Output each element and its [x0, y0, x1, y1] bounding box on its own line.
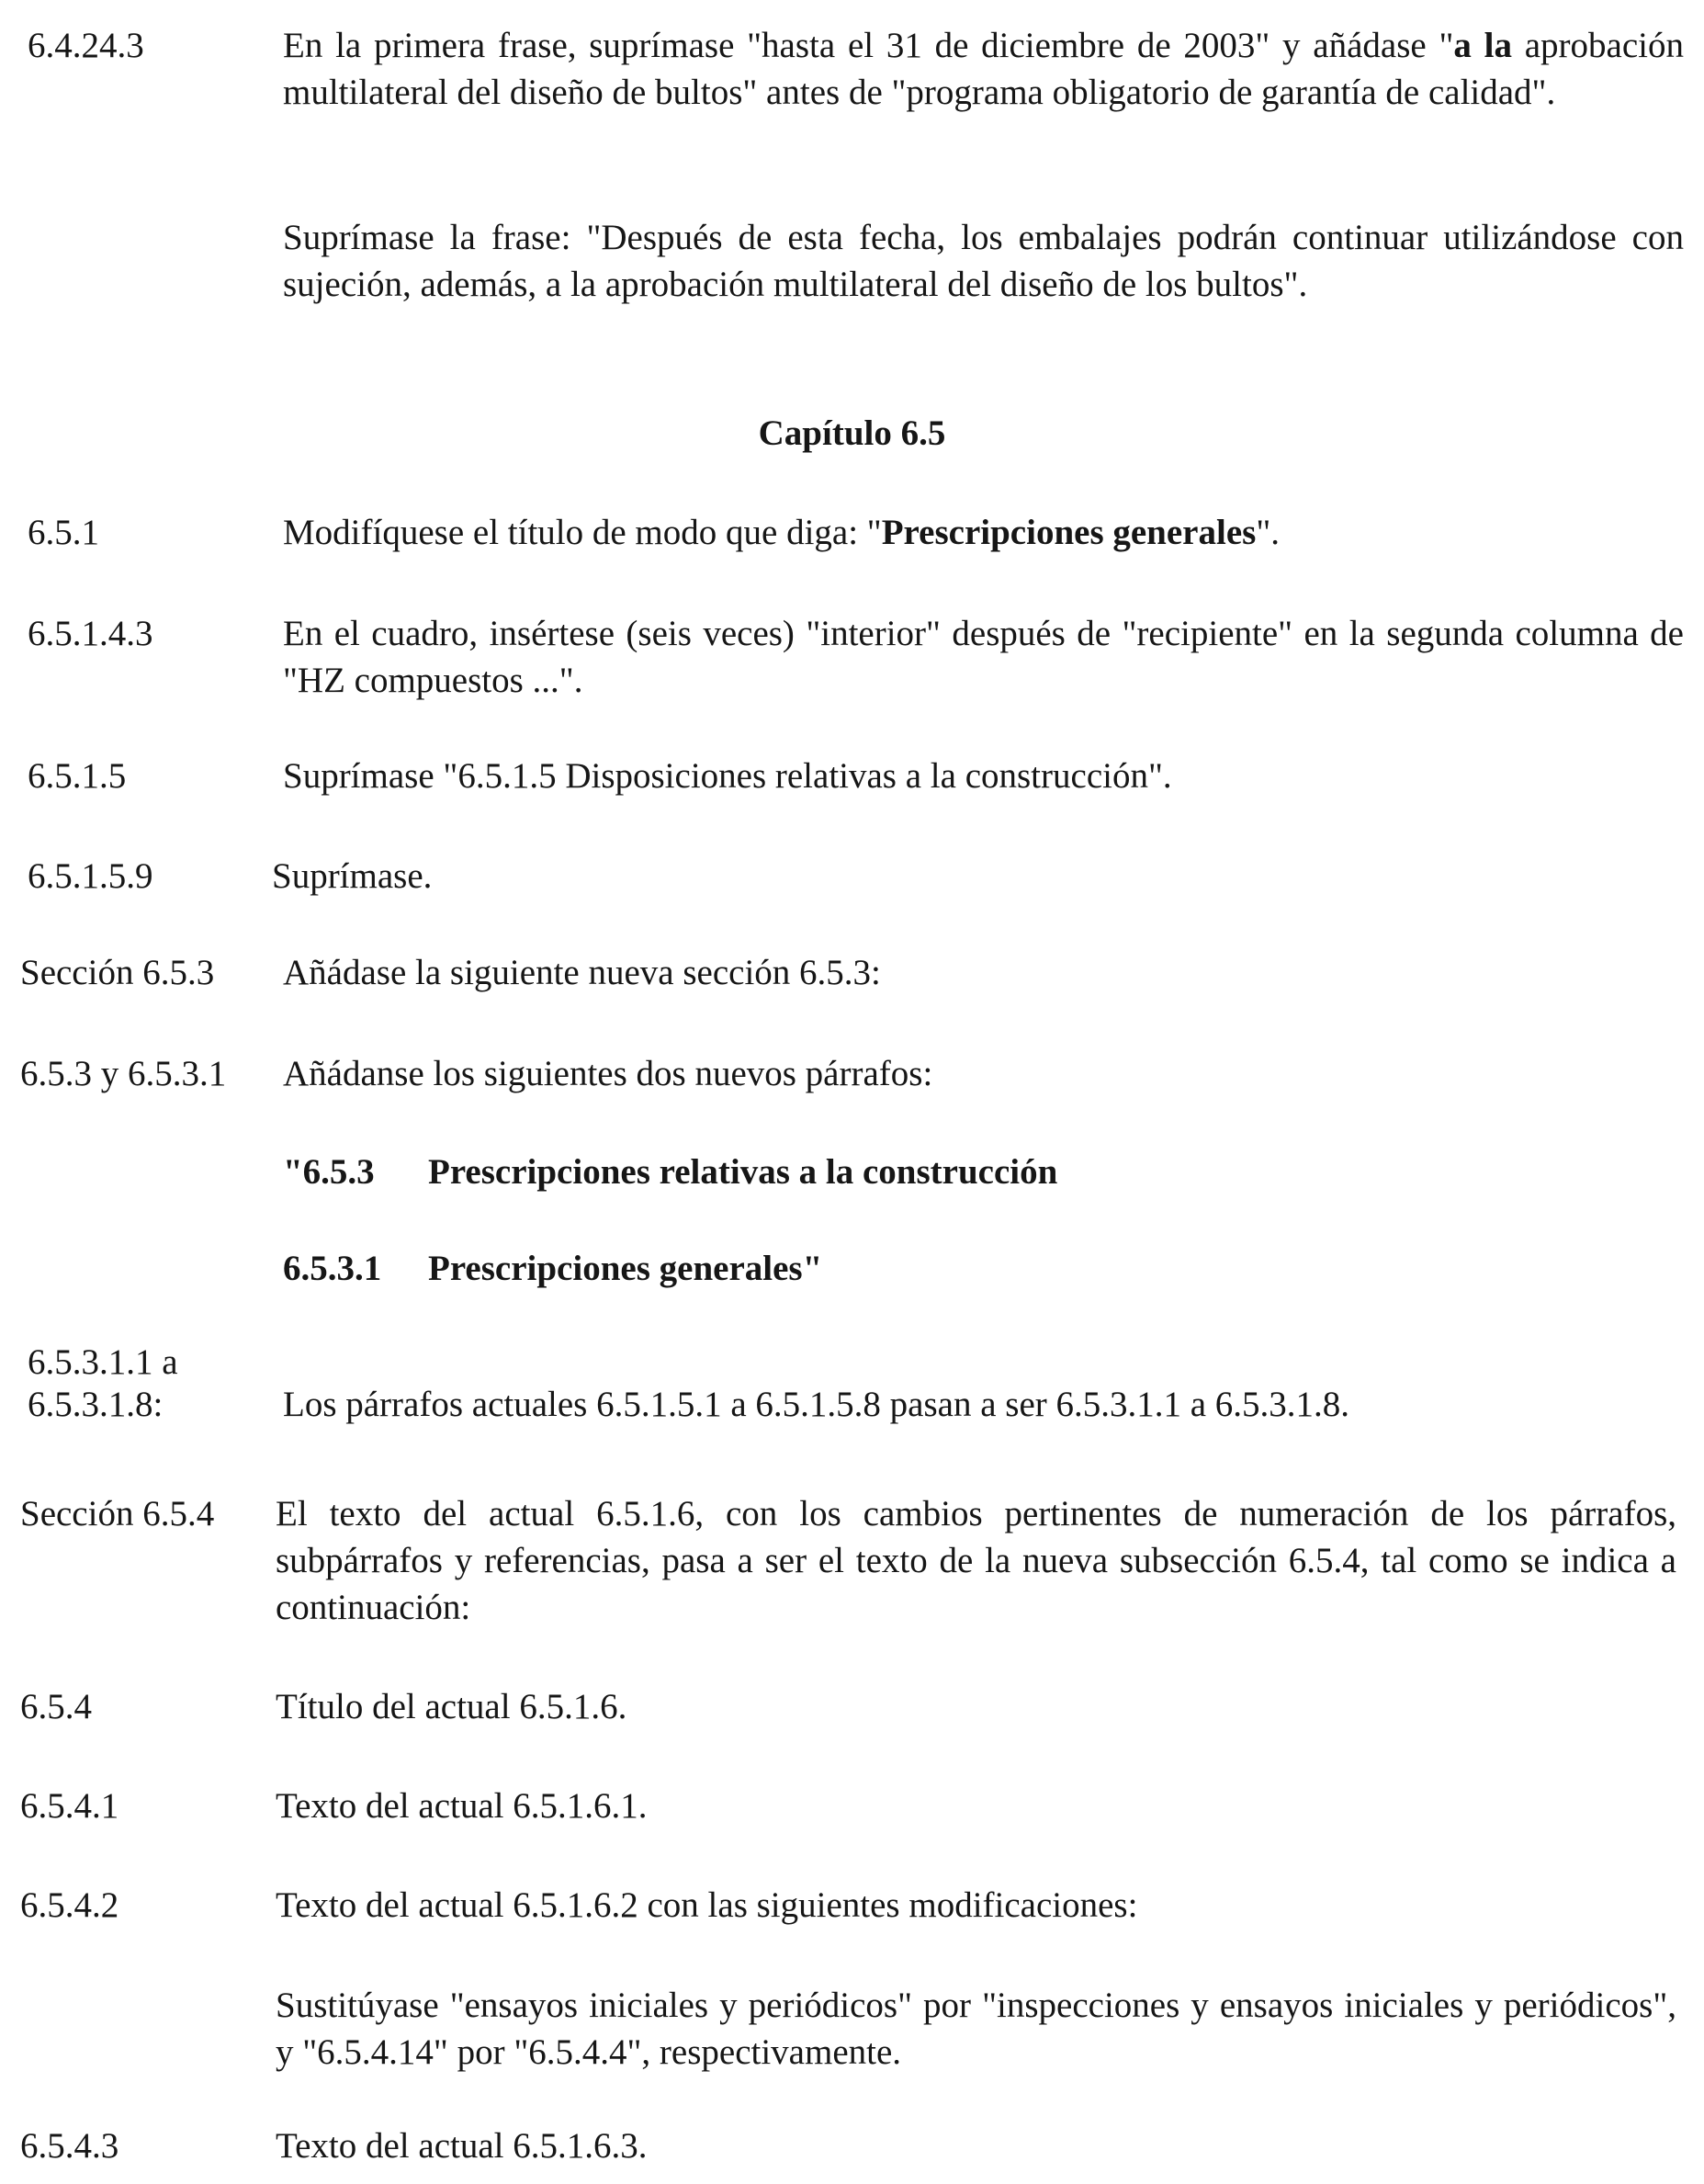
chapter-heading: Capítulo 6.5 [758, 413, 946, 453]
paragraph-text: Suprímase. [272, 856, 433, 896]
paragraph-text: Texto del actual 6.5.1.6.1. [276, 1786, 648, 1826]
paragraph-number: 6.5.1.4.3 [28, 614, 153, 653]
quoted-subheading-6-5-3 [283, 1149, 1057, 1195]
paragraph-number: 6.5.1.5.9 [28, 856, 153, 896]
paragraph-text: Sustitúyase "ensayos iniciales y periódicos" por "inspecciones y ensayos iniciales y periódicos", y "6.5.4.14" por "6.5.4.4", respectivamente. [276, 1986, 1676, 2072]
paragraph-text: Los párrafos actuales 6.5.1.5.1 a 6.5.1.5.8 pasan a ser 6.5.3.1.1 a 6.5.3.1.8. [283, 1385, 1350, 1424]
paragraph-number: 6.5.1.5 [28, 756, 127, 796]
paragraph-number: Sección 6.5.3 [20, 953, 215, 992]
paragraph-text: En el cuadro, insértese (seis veces) "interior" después de "recipiente" en la segunda columna de "HZ compuestos ...". [283, 614, 1684, 700]
paragraph-number: 6.5.4.2 [20, 1885, 119, 1925]
paragraph-text: Título del actual 6.5.1.6. [276, 1687, 627, 1726]
paragraph-number: 6.5.4.3 [20, 2126, 119, 2166]
paragraph-text: Texto del actual 6.5.1.6.3. [276, 2126, 648, 2166]
paragraph-number: 6.4.24.3 [28, 26, 144, 65]
paragraph-text: Texto del actual 6.5.1.6.2 con las siguientes modificaciones: [276, 1885, 1138, 1925]
paragraph-number-line-1: 6.5.3.1.1 a [28, 1342, 178, 1382]
paragraph-text: Añádanse los siguientes dos nuevos párrafos: [283, 1054, 933, 1093]
paragraph-number-line-2: 6.5.3.1.8: [28, 1385, 164, 1424]
paragraph-text: Suprímase "6.5.1.5 Disposiciones relativas a la construcción". [283, 756, 1172, 796]
paragraph-text: Suprímase la frase: "Después de esta fecha, los embalajes podrán continuar utilizándose con sujeción, además, a la aprobación multilateral del diseño de los bultos". [283, 218, 1684, 304]
subheading-title: Prescripciones relativas a la construcción [428, 1152, 1058, 1192]
paragraph-number: 6.5.4 [20, 1687, 92, 1726]
quoted-subheading-6-5-3-1 [283, 1245, 822, 1292]
paragraph-text: Modifíquese el título de modo que diga: "Prescripciones generales". [283, 513, 1280, 552]
paragraph-text: El texto del actual 6.5.1.6, con los cambios pertinentes de numeración de los párrafos, subpárrafos y referencias, pasa a ser el texto de la nueva subsección 6.5.4, tal como se indica a continuación: [276, 1494, 1676, 1627]
subheading-number: "6.5.3 [283, 1152, 375, 1192]
subheading-title: Prescripciones generales" [428, 1249, 823, 1288]
paragraph-number: 6.5.1 [28, 513, 99, 552]
paragraph-text: Añádase la siguiente nueva sección 6.5.3: [283, 953, 881, 992]
paragraph-number: 6.5.3 y 6.5.3.1 [20, 1054, 227, 1093]
paragraph-text: En la primera frase, suprímase "hasta el 31 de diciembre de 2003" y añádase "a la aprobación multilateral del diseño de bultos" antes de "programa obligatorio de garantía de calidad". [283, 26, 1684, 112]
paragraph-number: Sección 6.5.4 [20, 1494, 215, 1533]
paragraph-number: 6.5.4.1 [20, 1786, 119, 1826]
subheading-number: 6.5.3.1 [283, 1249, 382, 1288]
